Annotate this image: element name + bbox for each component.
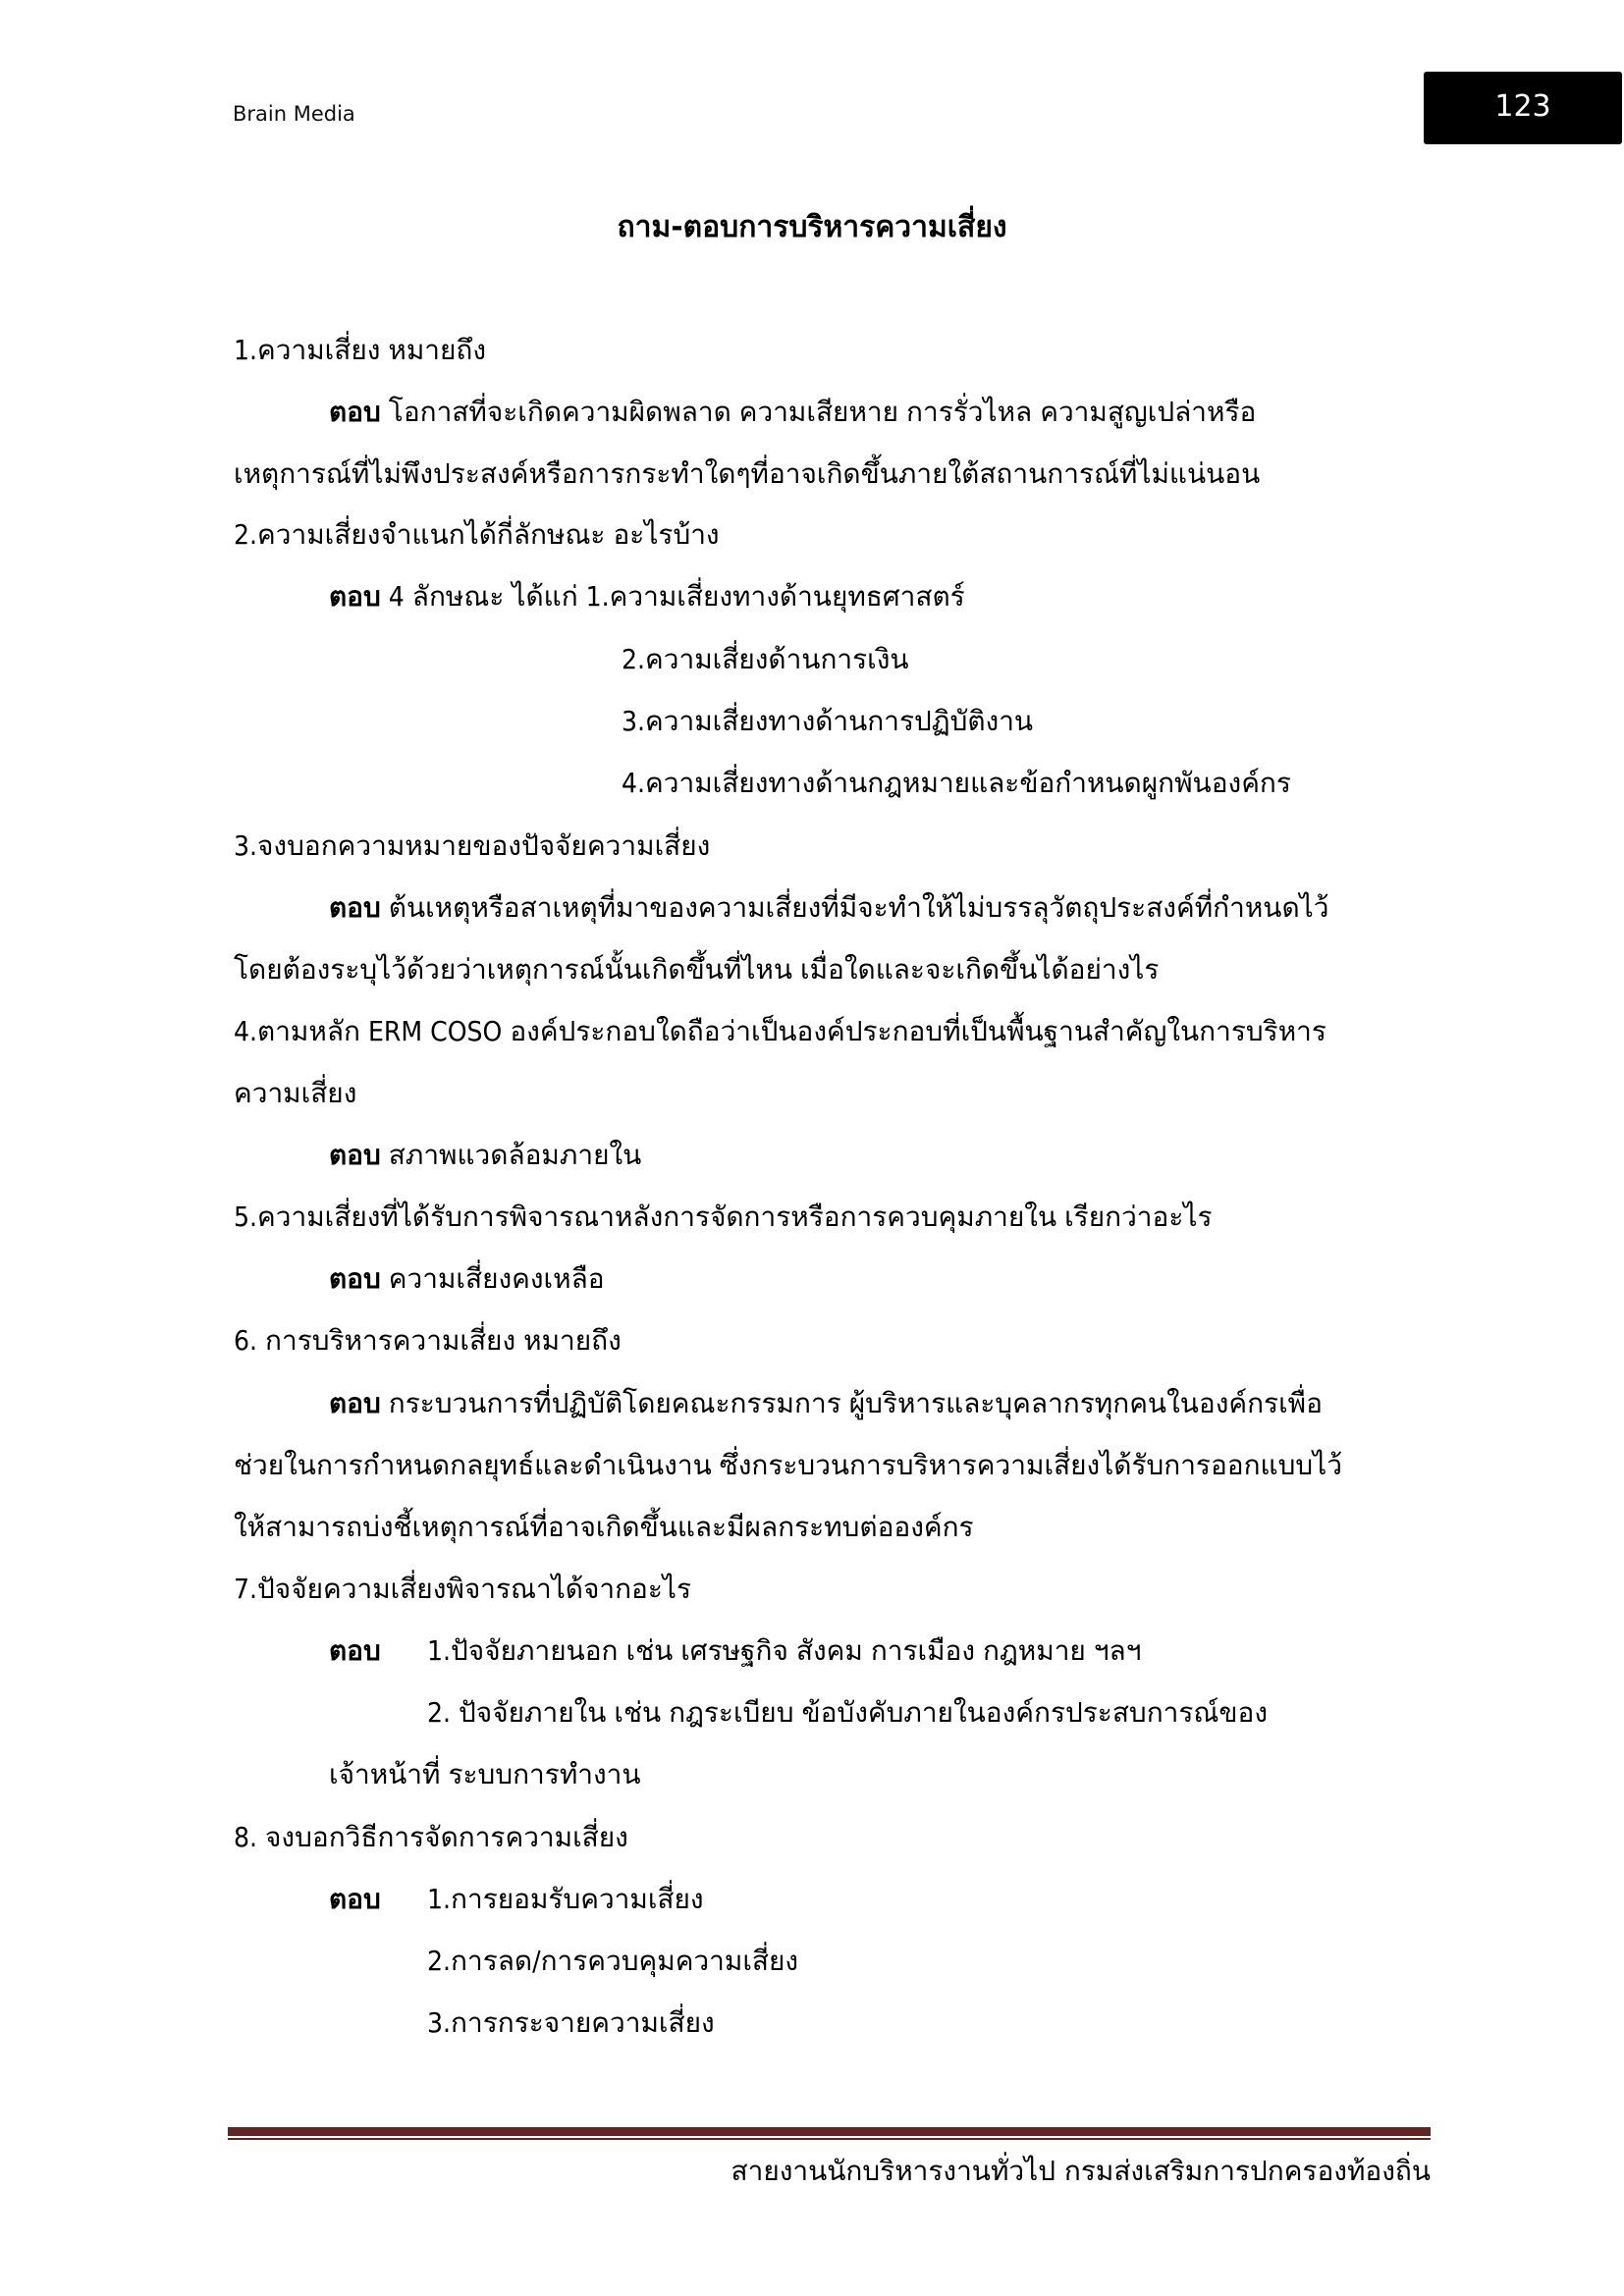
footer-text: สายงานนักบริหารงานทั่วไป กรมส่งเสริมการปกครองท้องถิ่น bbox=[731, 2155, 1431, 2187]
question-1: 1.ความเสี่ยง หมายถึง bbox=[234, 334, 487, 366]
answer-6: ตอบ กระบวนการที่ปฏิบัติโดยคณะกรรมการ ผู้บริหารและบุคลากรทุกคนในองค์กรเพื่อ bbox=[329, 1387, 1323, 1419]
answer-2: ตอบ 4 ลักษณะ ได้แก่ 1.ความเสี่ยงทางด้านยุทธศาสตร์ bbox=[329, 580, 965, 613]
answer-1-cont: เหตุการณ์ที่ไม่พึงประสงค์หรือการกระทำใดๆที่อาจเกิดขึ้นภายใต้สถานการณ์ที่ไม่แน่นอน bbox=[234, 457, 1261, 490]
answer-6-cont-1: ช่วยในการกำหนดกลยุทธ์และดำเนินงาน ซึ่งกระบวนการบริหารความเสี่ยงได้รับการออกแบบไว้ bbox=[234, 1449, 1342, 1481]
answer-label: ตอบ bbox=[329, 891, 381, 924]
page-number-badge: 123 bbox=[1424, 72, 1622, 144]
question-6: 6. การบริหารความเสี่ยง หมายถึง bbox=[234, 1324, 622, 1357]
answer-1: ตอบ โอกาสที่จะเกิดความผิดพลาด ความเสียหาย การรั่วไหล ความสูญเปล่าหรือ bbox=[329, 396, 1257, 428]
answer-label: ตอบ bbox=[329, 580, 381, 613]
answer-label: ตอบ bbox=[329, 1883, 381, 1915]
answer-7-cont: เจ้าหน้าที่ ระบบการทำงาน bbox=[329, 1758, 641, 1790]
question-7: 7.ปัจจัยความเสี่ยงพิจารณาได้จากอะไร bbox=[234, 1573, 692, 1605]
answer-6-cont-2: ให้สามารถบ่งชี้เหตุการณ์ที่อาจเกิดขึ้นและมีผลกระทบต่อองค์กร bbox=[234, 1511, 974, 1543]
question-2: 2.ความเสี่ยงจำแนกได้กี่ลักษณะ อะไรบ้าง bbox=[234, 518, 720, 551]
answer-2-item-2: 2.ความเสี่ยงด้านการเงิน bbox=[622, 643, 909, 675]
answer-8-item-2: 2.การลด/การควบคุมความเสี่ยง bbox=[427, 1945, 799, 1977]
page-title: ถาม-ตอบการบริหารความเสี่ยง bbox=[617, 210, 1007, 244]
question-4: 4.ตามหลัก ERM COSO องค์ประกอบใดถือว่าเป็นองค์ประกอบที่เป็นพื้นฐานสำคัญในการบริหาร bbox=[234, 1015, 1326, 1047]
footer-rule-thick bbox=[228, 2127, 1431, 2136]
answer-3-cont: โดยต้องระบุไว้ด้วยว่าเหตุการณ์นั้นเกิดขึ้นที่ไหน เมื่อใดและจะเกิดขึ้นได้อย่างไร bbox=[234, 953, 1160, 986]
answer-2-item-3: 3.ความเสี่ยงทางด้านการปฏิบัติงาน bbox=[622, 705, 1034, 737]
header-brand: Brain Media bbox=[233, 102, 355, 126]
answer-4: ตอบ สภาพแวดล้อมภายใน bbox=[329, 1139, 642, 1171]
question-5: 5.ความเสี่ยงที่ได้รับการพิจารณาหลังการจัดการหรือการควบคุมภายใน เรียกว่าอะไร bbox=[234, 1201, 1213, 1233]
answer-label: ตอบ bbox=[329, 1139, 381, 1171]
answer-5: ตอบ ความเสี่ยงคงเหลือ bbox=[329, 1262, 605, 1295]
answer-label: ตอบ bbox=[329, 396, 381, 428]
answer-2-item-4: 4.ความเสี่ยงทางด้านกฎหมายและข้อกำหนดผูกพันองค์กร bbox=[622, 767, 1291, 799]
answer-7-item-1: 1.ปัจจัยภายนอก เช่น เศรษฐกิจ สังคม การเมือง กฎหมาย ฯลฯ bbox=[427, 1634, 1142, 1667]
answer-label: ตอบ bbox=[329, 1387, 381, 1419]
answer-8-item-3: 3.การกระจายความเสี่ยง bbox=[427, 2006, 715, 2039]
question-8: 8. จงบอกวิธีการจัดการความเสี่ยง bbox=[234, 1821, 628, 1853]
answer-3: ตอบ ต้นเหตุหรือสาเหตุที่มาของความเสี่ยงที่มีจะทำให้ไม่บรรลุวัตถุประสงค์ที่กำหนดไว้ bbox=[329, 891, 1329, 924]
footer-rule-thin bbox=[228, 2138, 1431, 2140]
answer-8-item-1: 1.การยอมรับความเสี่ยง bbox=[427, 1883, 704, 1915]
answer-7-label bbox=[329, 1631, 381, 1671]
question-4-cont: ความเสี่ยง bbox=[234, 1077, 357, 1109]
question-3: 3.จงบอกความหมายของปัจจัยความเสี่ยง bbox=[234, 829, 711, 862]
answer-label: ตอบ bbox=[329, 1262, 381, 1295]
answer-8-label bbox=[329, 1880, 381, 1919]
answer-7-item-2: 2. ปัจจัยภายใน เช่น กฎระเบียบ ข้อบังคับภายในองค์กรประสบการณ์ของ bbox=[427, 1696, 1269, 1729]
answer-label: ตอบ bbox=[329, 1634, 381, 1667]
